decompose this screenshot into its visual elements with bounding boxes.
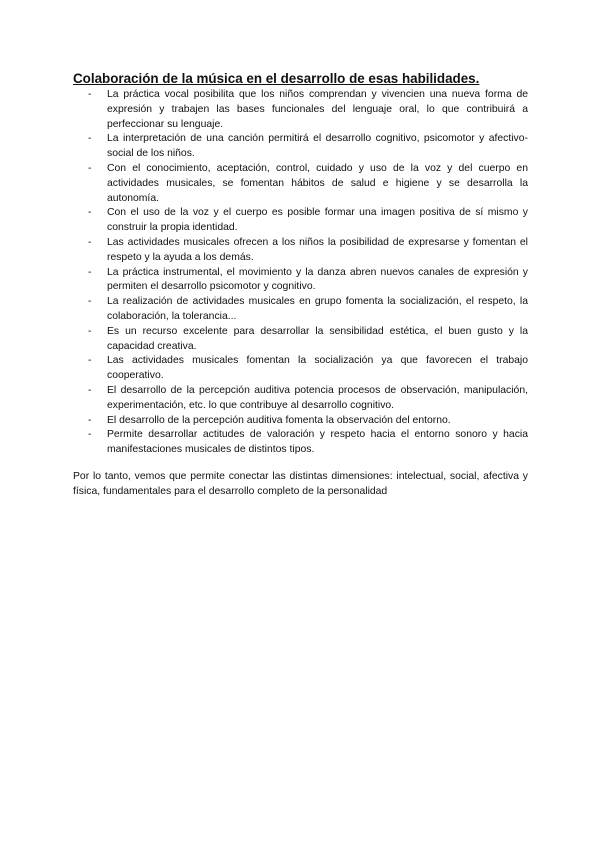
list-item-text: Las actividades musicales ofrecen a los niños la posibilidad de expresarse y fomentan el respeto y la ayuda a los demás. bbox=[107, 236, 528, 263]
list-item bbox=[88, 414, 528, 429]
list-item-text: Con el uso de la voz y el cuerpo es posible formar una imagen positiva de sí mismo y construir la propia identidad. bbox=[107, 207, 528, 234]
conclusion-paragraph: Por lo tanto, vemos que permite conectar las distintas dimensiones: intelectual, social, afectiva y física, fundamentales para el desarrollo completo de la personalidad bbox=[73, 471, 528, 497]
bullet-marker: - bbox=[88, 355, 92, 367]
list-item bbox=[88, 236, 528, 266]
list-item bbox=[88, 266, 528, 296]
bullet-marker: - bbox=[88, 236, 92, 248]
list-item-text: La interpretación de una canción permitirá el desarrollo cognitivo, psicomotor y afectivo-social de los niños. bbox=[107, 133, 528, 160]
list-item bbox=[88, 354, 528, 384]
bullet-marker: - bbox=[88, 207, 92, 219]
list-item bbox=[88, 325, 528, 355]
bullet-marker: - bbox=[88, 133, 92, 145]
list-item bbox=[88, 295, 528, 325]
bullet-marker: - bbox=[88, 296, 92, 308]
bullet-marker: - bbox=[88, 325, 92, 337]
bullet-list bbox=[88, 88, 528, 458]
list-item bbox=[88, 384, 528, 414]
list-item bbox=[88, 162, 528, 206]
list-item bbox=[88, 206, 528, 236]
bullet-marker: - bbox=[88, 384, 92, 396]
list-item bbox=[88, 88, 528, 132]
bullet-marker: - bbox=[88, 89, 92, 100]
bullet-marker: - bbox=[88, 414, 92, 426]
list-item-text: La realización de actividades musicales en grupo fomenta la socialización, el respeto, la colaboración, la tolerancia... bbox=[107, 296, 528, 322]
list-item bbox=[88, 428, 528, 458]
document-title: Colaboración de la música en el desarrollo de esas habilidades. bbox=[73, 71, 480, 86]
bullet-marker: - bbox=[88, 162, 92, 174]
list-item bbox=[88, 132, 528, 162]
list-item-text: Permite desarrollar actitudes de valoración y respeto hacia el entorno sonoro y hacia manifestaciones musicales de distintos tipos. bbox=[107, 429, 528, 456]
list-item-text: Con el conocimiento, aceptación, control, cuidado y uso de la voz y del cuerpo en actividades musicales, se fomentan hábitos de salud e higiene y se desarrolla la autonomía. bbox=[107, 162, 528, 204]
bullet-marker: - bbox=[88, 266, 92, 278]
list-item-text: El desarrollo de la percepción auditiva fomenta la observación del entorno. bbox=[107, 414, 451, 426]
bullet-marker: - bbox=[88, 429, 92, 441]
list-item-text: El desarrollo de la percepción auditiva potencia procesos de observación, manipulación, experimentación, etc. lo que contribuye al desarrollo cognitivo. bbox=[107, 384, 528, 411]
list-item-text: La práctica vocal posibilita que los niños comprendan y vivencien una nueva forma de expresión y trabajen las bases funcionales del lenguaje oral, lo que contribuirá a perfeccionar su lenguaje. bbox=[107, 89, 528, 130]
list-item-text: La práctica instrumental, el movimiento y la danza abren nuevos canales de expresión y permiten el desarrollo psicomotor y cognitivo. bbox=[107, 266, 528, 293]
list-item-text: Las actividades musicales fomentan la socialización ya que favorecen el trabajo cooperativo. bbox=[107, 355, 528, 382]
list-item-text: Es un recurso excelente para desarrollar la sensibilidad estética, el buen gusto y la capacidad creativa. bbox=[107, 325, 528, 352]
